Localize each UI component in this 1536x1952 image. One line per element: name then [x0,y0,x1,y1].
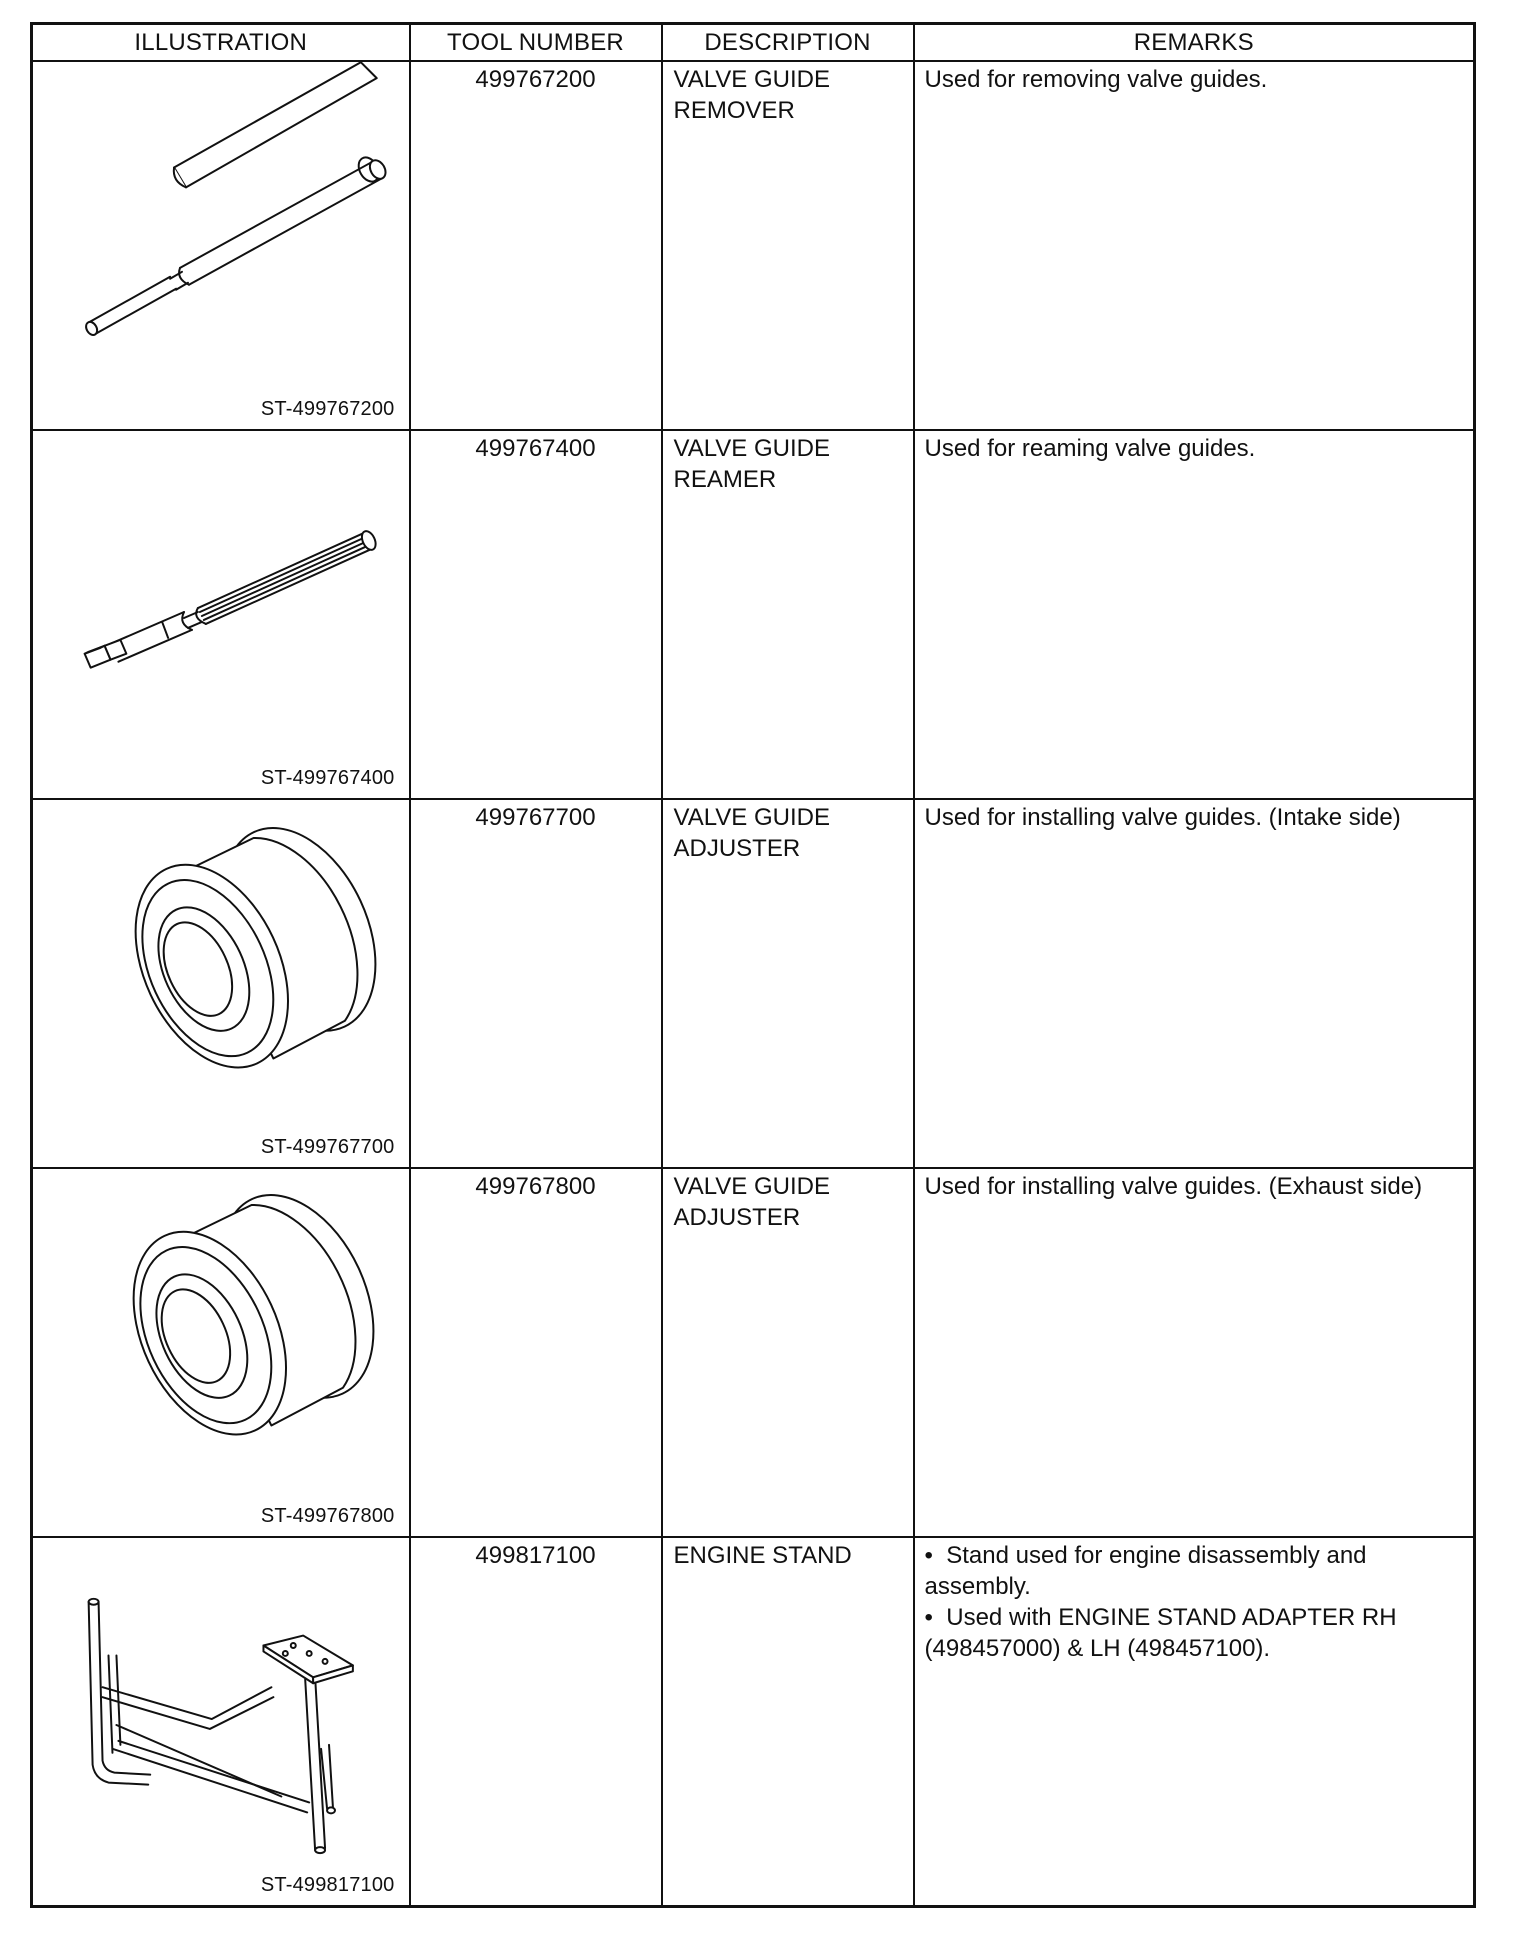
header-illustration: ILLUSTRATION [32,24,410,62]
header-description: DESCRIPTION [662,24,914,62]
tool-number-cell [410,430,662,799]
tool-number: 499767200 [475,66,596,93]
header-tool-number: TOOL NUMBER [410,24,662,62]
remarks-cell [914,799,1475,1168]
description-cell [662,61,914,430]
illustration-cell [32,430,410,799]
illustration-cell [32,1168,410,1537]
special-tools-table [30,22,1476,1908]
table-row [32,799,1475,1168]
description-cell [662,799,914,1168]
remark-text: Used for reaming valve guides. [924,435,1256,462]
image-code: ST-499767800 [260,1505,395,1527]
description-cell [662,1168,914,1537]
table-row [32,430,1475,799]
table-row [32,1537,1475,1907]
image-code: ST-499767200 [260,398,395,420]
image-code: ST-499767400 [260,767,395,789]
image-code: ST-499817100 [260,1874,395,1896]
description-line: ENGINE STAND [673,1542,852,1569]
description-line: REMOVER [673,97,795,124]
tool-number: 499817100 [475,1542,596,1569]
valve-guide-remover-icon [33,62,409,429]
valve-guide-reamer-icon [33,431,409,798]
description-cell [662,1537,914,1907]
header-row [32,24,1475,62]
tool-number: 499767800 [475,1173,596,1200]
illustration-cell [32,1537,410,1907]
engine-stand-icon [33,1538,409,1905]
remarks-cell [914,1537,1475,1907]
description-line: VALVE GUIDE [673,804,830,831]
header-remarks: REMARKS [914,24,1475,62]
remarks-cell [914,1168,1475,1537]
remark-text: Used for installing valve guides. (Intake side) [924,804,1401,831]
valve-guide-adjuster-icon [33,1169,409,1536]
remarks-cell [914,61,1475,430]
tool-number-cell [410,61,662,430]
valve-guide-adjuster-icon [33,800,409,1167]
tool-number: 499767400 [475,435,596,462]
remark-bullet: • Used with ENGINE STAND ADAPTER RH (498457000) & LH (498457100). [925,1602,1466,1664]
description-cell [662,430,914,799]
description-line: VALVE GUIDE [673,435,830,462]
tool-number-cell [410,1537,662,1907]
table-row [32,61,1475,430]
remark-bullet: • Stand used for engine disassembly and assembly. [925,1540,1466,1602]
tool-number-cell [410,799,662,1168]
tool-number: 499767700 [475,804,596,831]
remarks-cell [914,430,1475,799]
description-line: VALVE GUIDE [673,66,830,93]
illustration-cell [32,799,410,1168]
remark-text: Used for installing valve guides. (Exhaust side) [924,1173,1423,1200]
description-line: ADJUSTER [673,1204,801,1231]
image-code: ST-499767700 [260,1136,395,1158]
table-row [32,1168,1475,1537]
description-line: VALVE GUIDE [673,1173,830,1200]
tool-number-cell [410,1168,662,1537]
description-line: REAMER [673,466,777,493]
description-line: ADJUSTER [673,835,801,862]
illustration-cell [32,61,410,430]
remark-text: Used for removing valve guides. [924,66,1268,93]
